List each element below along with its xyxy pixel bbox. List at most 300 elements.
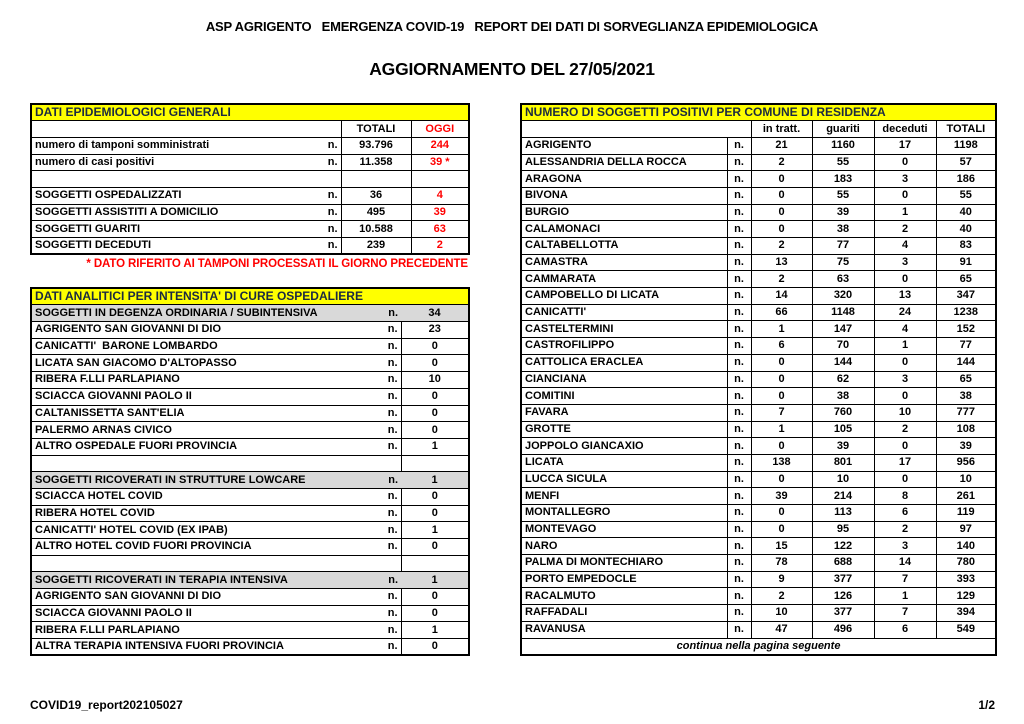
in-tratt-value: 15 <box>751 538 812 555</box>
in-tratt-value: 13 <box>751 254 812 271</box>
deceduti-value: 0 <box>874 271 936 288</box>
totali-value: 495 <box>341 204 411 221</box>
in-tratt-column-header: in tratt. <box>751 121 812 138</box>
row-label <box>31 455 366 472</box>
row-label: SOGGETTI OSPEDALIZZATI <box>31 187 311 204</box>
totali-value: 129 <box>936 588 996 605</box>
in-tratt-value: 2 <box>751 154 812 171</box>
deceduti-value: 0 <box>874 438 936 455</box>
page-title: ASP AGRIGENTO EMERGENZA COVID-19 REPORT DEI DATI DI SORVEGLIANZA EPIDEMIOLOGICA <box>205 19 819 34</box>
totali-column-header: TOTALI <box>936 121 996 138</box>
facility-row <box>31 505 469 522</box>
deceduti-value: 1 <box>874 204 936 221</box>
in-tratt-value: 2 <box>751 271 812 288</box>
in-tratt-value: 39 <box>751 488 812 505</box>
row-label: RIBERA F.LLI PARLAPIANO <box>31 372 366 389</box>
comune-row <box>521 505 996 522</box>
row-label: SOGGETTI IN DEGENZA ORDINARIA / SUBINTENSIVA <box>31 305 366 322</box>
totali-column-header: TOTALI <box>341 121 411 138</box>
facility-row <box>31 338 469 355</box>
deceduti-value: 6 <box>874 505 936 522</box>
deceduti-value: 2 <box>874 221 936 238</box>
count-value: 0 <box>401 405 469 422</box>
n-abbrev: n. <box>366 472 401 489</box>
n-abbrev: n. <box>366 522 401 539</box>
deceduti-value: 2 <box>874 521 936 538</box>
empty-header-cell <box>521 121 751 138</box>
count-value: 0 <box>401 388 469 405</box>
comune-row <box>521 538 996 555</box>
guariti-value: 183 <box>812 171 874 188</box>
count-value <box>401 455 469 472</box>
count-value: 0 <box>401 488 469 505</box>
oggi-value: 39 * <box>411 154 469 171</box>
oggi-value: 2 <box>411 238 469 255</box>
row-label: LICATA SAN GIACOMO D'ALTOPASSO <box>31 355 366 372</box>
in-tratt-value: 0 <box>751 388 812 405</box>
deceduti-value: 4 <box>874 238 936 255</box>
guariti-value: 377 <box>812 605 874 622</box>
in-tratt-value: 78 <box>751 555 812 572</box>
in-tratt-value: 9 <box>751 571 812 588</box>
totali-value: 97 <box>936 521 996 538</box>
n-abbrev: n. <box>366 388 401 405</box>
totali-value: 347 <box>936 288 996 305</box>
totali-value: 55 <box>936 187 996 204</box>
totali-value: 38 <box>936 388 996 405</box>
row-label: AGRIGENTO SAN GIOVANNI DI DIO <box>31 589 366 606</box>
deceduti-value: 10 <box>874 404 936 421</box>
n-abbrev: n. <box>727 137 751 154</box>
n-abbrev: n. <box>366 438 401 455</box>
n-abbrev: n. <box>366 422 401 439</box>
in-tratt-value: 0 <box>751 354 812 371</box>
facility-row <box>31 388 469 405</box>
comune-row <box>521 354 996 371</box>
n-abbrev: n. <box>366 322 401 339</box>
count-value: 34 <box>401 305 469 322</box>
totali-value: 144 <box>936 354 996 371</box>
comune-row <box>521 154 996 171</box>
n-abbrev: n. <box>727 404 751 421</box>
oggi-value: 244 <box>411 137 469 154</box>
in-tratt-value: 1 <box>751 321 812 338</box>
row-label: SCIACCA HOTEL COVID <box>31 488 366 505</box>
row-label: AGRIGENTO SAN GIOVANNI DI DIO <box>31 322 366 339</box>
n-abbrev: n. <box>727 505 751 522</box>
totali-value: 65 <box>936 271 996 288</box>
n-abbrev: n. <box>727 171 751 188</box>
deceduti-value: 8 <box>874 488 936 505</box>
comune-row <box>521 271 996 288</box>
n-abbrev: n. <box>727 454 751 471</box>
n-abbrev: n. <box>727 221 751 238</box>
n-abbrev: n. <box>366 355 401 372</box>
n-abbrev: n. <box>727 388 751 405</box>
in-tratt-value: 2 <box>751 588 812 605</box>
comune-row <box>521 621 996 638</box>
comune-name: FAVARA <box>521 404 727 421</box>
in-tratt-value: 10 <box>751 605 812 622</box>
in-tratt-value: 138 <box>751 454 812 471</box>
comune-name: JOPPOLO GIANCAXIO <box>521 438 727 455</box>
deceduti-value: 7 <box>874 605 936 622</box>
facility-row <box>31 639 469 656</box>
deceduti-value: 14 <box>874 555 936 572</box>
in-tratt-value: 0 <box>751 187 812 204</box>
deceduti-value: 13 <box>874 288 936 305</box>
row-label: CANICATTI' BARONE LOMBARDO <box>31 338 366 355</box>
totali-value: 83 <box>936 238 996 255</box>
guariti-value: 214 <box>812 488 874 505</box>
deceduti-value: 0 <box>874 354 936 371</box>
row-label: SCIACCA GIOVANNI PAOLO II <box>31 388 366 405</box>
n-abbrev: n. <box>366 622 401 639</box>
general-row <box>31 137 469 154</box>
general-table-title: DATI EPIDEMIOLOGICI GENERALI <box>31 104 469 121</box>
row-label: numero di tamponi somministrati <box>31 137 311 154</box>
n-abbrev: n. <box>311 137 341 154</box>
count-value: 0 <box>401 589 469 606</box>
n-abbrev: n. <box>311 154 341 171</box>
comune-row <box>521 254 996 271</box>
row-label <box>31 171 311 188</box>
facility-row <box>31 405 469 422</box>
comune-name: CAMMARATA <box>521 271 727 288</box>
n-abbrev: n. <box>727 288 751 305</box>
totali-value: 140 <box>936 538 996 555</box>
comune-name: ALESSANDRIA DELLA ROCCA <box>521 154 727 171</box>
guariti-value: 39 <box>812 204 874 221</box>
n-abbrev: n. <box>727 621 751 638</box>
page-number: 1/2 <box>978 698 995 712</box>
guariti-column-header: guariti <box>812 121 874 138</box>
comune-row <box>521 187 996 204</box>
comune-row <box>521 304 996 321</box>
deceduti-value: 17 <box>874 454 936 471</box>
n-abbrev: n. <box>727 488 751 505</box>
deceduti-value: 1 <box>874 338 936 355</box>
row-label: ALTRO OSPEDALE FUORI PROVINCIA <box>31 438 366 455</box>
n-abbrev: n. <box>727 555 751 572</box>
totali-value: 956 <box>936 454 996 471</box>
deceduti-value: 0 <box>874 187 936 204</box>
guariti-value: 95 <box>812 521 874 538</box>
comuni-table-title: NUMERO DI SOGGETTI POSITIVI PER COMUNE DI RESIDENZA <box>521 104 996 121</box>
totali-value: 152 <box>936 321 996 338</box>
comune-row <box>521 588 996 605</box>
totali-value: 10 <box>936 471 996 488</box>
in-tratt-value: 0 <box>751 371 812 388</box>
count-value: 0 <box>401 505 469 522</box>
row-label: SOGGETTI DECEDUTI <box>31 238 311 255</box>
count-value: 0 <box>401 639 469 656</box>
page-subtitle: AGGIORNAMENTO DEL 27/05/2021 <box>369 59 655 79</box>
guariti-value: 113 <box>812 505 874 522</box>
row-label: numero di casi positivi <box>31 154 311 171</box>
guariti-value: 62 <box>812 371 874 388</box>
n-abbrev: n. <box>727 571 751 588</box>
totali-value: 40 <box>936 204 996 221</box>
subtotal-row <box>31 572 469 589</box>
general-row <box>31 204 469 221</box>
in-tratt-value: 6 <box>751 338 812 355</box>
in-tratt-value: 0 <box>751 438 812 455</box>
facility-row <box>31 355 469 372</box>
comune-name: MONTEVAGO <box>521 521 727 538</box>
n-abbrev: n. <box>727 154 751 171</box>
deceduti-value: 3 <box>874 538 936 555</box>
n-abbrev: n. <box>727 521 751 538</box>
comune-name: LUCCA SICULA <box>521 471 727 488</box>
n-abbrev: n. <box>366 572 401 589</box>
n-abbrev: n. <box>366 405 401 422</box>
in-tratt-value: 14 <box>751 288 812 305</box>
comune-name: CAMPOBELLO DI LICATA <box>521 288 727 305</box>
comune-name: MONTALLEGRO <box>521 505 727 522</box>
n-abbrev: n. <box>311 187 341 204</box>
document-name: COVID19_report202105027 <box>30 698 183 712</box>
continua-note: continua nella pagina seguente <box>521 638 996 655</box>
comune-row <box>521 238 996 255</box>
row-label: SOGGETTI GUARITI <box>31 221 311 238</box>
n-abbrev: n. <box>727 371 751 388</box>
row-label: PALERMO ARNAS CIVICO <box>31 422 366 439</box>
count-value: 1 <box>401 522 469 539</box>
n-abbrev: n. <box>366 605 401 622</box>
in-tratt-value: 1 <box>751 421 812 438</box>
subtotal-row <box>31 305 469 322</box>
comuni-table-header-row <box>521 121 996 138</box>
comune-row <box>521 421 996 438</box>
facility-row <box>31 372 469 389</box>
count-value: 0 <box>401 338 469 355</box>
guariti-value: 105 <box>812 421 874 438</box>
deceduti-value: 24 <box>874 304 936 321</box>
oggi-value: 63 <box>411 221 469 238</box>
facility-row <box>31 605 469 622</box>
general-row <box>31 187 469 204</box>
n-abbrev: n. <box>366 338 401 355</box>
n-abbrev: n. <box>366 589 401 606</box>
comune-name: PALMA DI MONTECHIARO <box>521 555 727 572</box>
comune-row <box>521 488 996 505</box>
facility-row <box>31 322 469 339</box>
totali-value: 40 <box>936 221 996 238</box>
row-label: SOGGETTI ASSISTITI A DOMICILIO <box>31 204 311 221</box>
count-value: 0 <box>401 605 469 622</box>
comune-name: PORTO EMPEDOCLE <box>521 571 727 588</box>
totali-value: 549 <box>936 621 996 638</box>
comune-row <box>521 454 996 471</box>
row-label: RIBERA F.LLI PARLAPIANO <box>31 622 366 639</box>
comuni-positives-table <box>520 103 997 656</box>
count-value: 1 <box>401 472 469 489</box>
comune-row <box>521 555 996 572</box>
deceduti-value: 2 <box>874 421 936 438</box>
n-abbrev: n. <box>366 372 401 389</box>
comune-row <box>521 288 996 305</box>
n-abbrev: n. <box>727 421 751 438</box>
n-abbrev: n. <box>311 221 341 238</box>
guariti-value: 688 <box>812 555 874 572</box>
row-label: CALTANISSETTA SANT'ELIA <box>31 405 366 422</box>
totali-value: 108 <box>936 421 996 438</box>
comune-row <box>521 321 996 338</box>
totali-value: 65 <box>936 371 996 388</box>
comune-name: CANICATTI' <box>521 304 727 321</box>
guariti-value: 10 <box>812 471 874 488</box>
comune-row <box>521 605 996 622</box>
n-abbrev: n. <box>366 305 401 322</box>
totali-value: 39 <box>936 438 996 455</box>
n-abbrev: n. <box>366 639 401 656</box>
totali-value: 91 <box>936 254 996 271</box>
totali-value: 1238 <box>936 304 996 321</box>
comune-name: LICATA <box>521 454 727 471</box>
count-value: 10 <box>401 372 469 389</box>
comune-row <box>521 388 996 405</box>
guariti-value: 144 <box>812 354 874 371</box>
comune-row <box>521 338 996 355</box>
deceduti-value: 3 <box>874 371 936 388</box>
general-row <box>31 154 469 171</box>
n-abbrev: n. <box>727 238 751 255</box>
totali-value <box>341 171 411 188</box>
n-abbrev: n. <box>311 204 341 221</box>
oggi-value <box>411 171 469 188</box>
deceduti-column-header: deceduti <box>874 121 936 138</box>
totali-value: 1198 <box>936 137 996 154</box>
general-row <box>31 238 469 255</box>
in-tratt-value: 2 <box>751 238 812 255</box>
guariti-value: 38 <box>812 388 874 405</box>
in-tratt-value: 0 <box>751 204 812 221</box>
totali-value: 186 <box>936 171 996 188</box>
guariti-value: 75 <box>812 254 874 271</box>
n-abbrev: n. <box>727 354 751 371</box>
general-table-title-row <box>31 104 469 121</box>
totali-value: 10.588 <box>341 221 411 238</box>
count-value: 23 <box>401 322 469 339</box>
hospital-table-title: DATI ANALITICI PER INTENSITA' DI CURE OSPEDALIERE <box>31 288 469 305</box>
comune-row <box>521 371 996 388</box>
deceduti-value: 0 <box>874 154 936 171</box>
row-label: ALTRO HOTEL COVID FUORI PROVINCIA <box>31 539 366 556</box>
n-abbrev: n. <box>727 304 751 321</box>
guariti-value: 63 <box>812 271 874 288</box>
row-label: CANICATTI' HOTEL COVID (EX IPAB) <box>31 522 366 539</box>
in-tratt-value: 66 <box>751 304 812 321</box>
n-abbrev <box>366 455 401 472</box>
in-tratt-value: 0 <box>751 221 812 238</box>
guariti-value: 1148 <box>812 304 874 321</box>
comune-name: GROTTE <box>521 421 727 438</box>
n-abbrev: n. <box>311 238 341 255</box>
comune-row <box>521 171 996 188</box>
comune-row <box>521 221 996 238</box>
row-label: SOGGETTI RICOVERATI IN TERAPIA INTENSIVA <box>31 572 366 589</box>
n-abbrev: n. <box>727 605 751 622</box>
n-abbrev: n. <box>727 271 751 288</box>
in-tratt-value: 0 <box>751 171 812 188</box>
n-abbrev: n. <box>366 539 401 556</box>
count-value: 0 <box>401 422 469 439</box>
n-abbrev: n. <box>727 187 751 204</box>
row-label: RIBERA HOTEL COVID <box>31 505 366 522</box>
count-value: 1 <box>401 622 469 639</box>
totali-value: 57 <box>936 154 996 171</box>
asterisk-footnote: * DATO RIFERITO AI TAMPONI PROCESSATI IL GIORNO PRECEDENTE <box>86 258 468 271</box>
deceduti-value: 3 <box>874 254 936 271</box>
guariti-value: 320 <box>812 288 874 305</box>
facility-row <box>31 539 469 556</box>
guariti-value: 70 <box>812 338 874 355</box>
comune-name: MENFI <box>521 488 727 505</box>
empty-header-cell <box>31 121 311 138</box>
comune-row <box>521 137 996 154</box>
n-abbrev: n. <box>366 505 401 522</box>
facility-row <box>31 589 469 606</box>
deceduti-value: 4 <box>874 321 936 338</box>
comune-row <box>521 438 996 455</box>
comune-name: RACALMUTO <box>521 588 727 605</box>
n-abbrev: n. <box>727 204 751 221</box>
facility-row <box>31 488 469 505</box>
comune-name: CIANCIANA <box>521 371 727 388</box>
totali-value: 239 <box>341 238 411 255</box>
comune-name: RAVANUSA <box>521 621 727 638</box>
comune-name: CALTABELLOTTA <box>521 238 727 255</box>
comune-name: CALAMONACI <box>521 221 727 238</box>
deceduti-value: 6 <box>874 621 936 638</box>
comune-name: ARAGONA <box>521 171 727 188</box>
n-abbrev: n. <box>727 321 751 338</box>
comune-name: RAFFADALI <box>521 605 727 622</box>
spacer-row <box>31 555 469 572</box>
subtotal-row <box>31 472 469 489</box>
deceduti-value: 3 <box>874 171 936 188</box>
in-tratt-value: 0 <box>751 505 812 522</box>
totali-value: 777 <box>936 404 996 421</box>
comune-row <box>521 404 996 421</box>
comune-name: NARO <box>521 538 727 555</box>
in-tratt-value: 7 <box>751 404 812 421</box>
oggi-column-header: OGGI <box>411 121 469 138</box>
totali-value: 780 <box>936 555 996 572</box>
right-column <box>520 103 995 656</box>
n-abbrev: n. <box>366 488 401 505</box>
comune-name: CAMASTRA <box>521 254 727 271</box>
spacer-row <box>31 455 469 472</box>
guariti-value: 38 <box>812 221 874 238</box>
guariti-value: 126 <box>812 588 874 605</box>
count-value: 0 <box>401 539 469 556</box>
facility-row <box>31 522 469 539</box>
oggi-value: 4 <box>411 187 469 204</box>
in-tratt-value: 0 <box>751 521 812 538</box>
guariti-value: 55 <box>812 154 874 171</box>
guariti-value: 77 <box>812 238 874 255</box>
in-tratt-value: 0 <box>751 471 812 488</box>
facility-row <box>31 438 469 455</box>
deceduti-value: 1 <box>874 588 936 605</box>
comune-name: AGRIGENTO <box>521 137 727 154</box>
n-abbrev: n. <box>727 338 751 355</box>
empty-header-cell <box>311 121 341 138</box>
count-value <box>401 555 469 572</box>
comune-row <box>521 204 996 221</box>
